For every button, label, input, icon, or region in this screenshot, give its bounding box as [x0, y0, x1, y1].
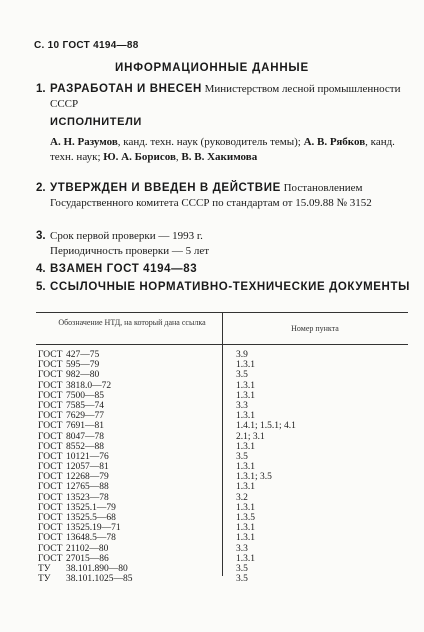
clause-number: 3.2	[236, 492, 248, 503]
clause-number: 2.1; 3.1	[236, 431, 265, 442]
table-row	[38, 381, 408, 391]
ntd-type: ГОСТ	[38, 380, 63, 391]
table-col-header-ntd: Обозначение НТД, на который дана ссылка	[58, 318, 206, 327]
item-caps: ССЫЛОЧНЫЕ НОРМАТИВНО-ТЕХНИЧЕСКИЕ ДОКУМЕНТЫ	[50, 281, 410, 293]
ntd-number: 27015—86	[66, 553, 109, 564]
table-row	[38, 493, 408, 503]
ntd-type: ГОСТ	[38, 370, 63, 381]
item-references	[36, 280, 410, 295]
ntd-type: ГОСТ	[38, 533, 63, 544]
ntd-type: ГОСТ	[38, 513, 63, 523]
table-row	[38, 503, 408, 513]
ntd-number: 8552—88	[66, 441, 104, 452]
clause-number: 1.3.1	[236, 502, 255, 513]
table-row	[38, 482, 408, 492]
table-row	[38, 574, 408, 584]
table-row	[38, 432, 408, 442]
ntd-number: 7500—85	[66, 390, 104, 401]
ntd-type: ГОСТ	[38, 553, 63, 564]
table-row	[38, 564, 408, 574]
ntd-type: ТУ	[38, 563, 51, 574]
ntd-number: 38.101.1025—85	[66, 574, 133, 585]
item-number: 4.	[36, 263, 46, 275]
section-title: ИНФОРМАЦИОННЫЕ ДАННЫЕ	[115, 62, 309, 74]
ntd-type: ГОСТ	[38, 472, 63, 483]
executor-name: А. В. Рябков	[303, 136, 366, 148]
item-text: Постановлением Государственного комитета СССР по стандартам от 15.09.88 № 3152	[50, 182, 372, 209]
item-review	[36, 229, 410, 259]
clause-number: 1.3.1	[236, 360, 255, 371]
executor-name: Ю. А. Борисов	[103, 151, 176, 163]
item-caps: ВЗАМЕН ГОСТ 4194—83	[50, 263, 198, 275]
ntd-type: ГОСТ	[38, 451, 63, 462]
table-row	[38, 523, 408, 533]
ntd-number: 595—79	[66, 360, 100, 371]
ntd-type: ГОСТ	[38, 390, 63, 401]
table-row	[38, 452, 408, 462]
clause-number: 1.3.1	[236, 441, 255, 452]
ntd-type: ГОСТ	[38, 400, 63, 411]
ntd-number: 3818.0—72	[66, 380, 112, 391]
table-row	[38, 533, 408, 543]
ntd-type: ГОСТ	[38, 523, 63, 534]
clause-number: 1.3.1	[236, 390, 255, 401]
item-number: 1.	[36, 83, 46, 95]
table-row	[38, 513, 408, 523]
table-row	[38, 360, 408, 370]
item-text: Министерством лесной промышленности СССР	[50, 83, 401, 110]
executors-list: А. Н. Разумов, канд. техн. наук (руководитель темы); А. В. Рябков, канд. техн. наук; Ю. А. Борисов, В. В. Хакимова	[50, 136, 395, 163]
ntd-number: 427—75	[66, 350, 100, 360]
table-row	[38, 391, 408, 401]
table-body	[38, 350, 408, 584]
clause-number: 1.3.1	[236, 482, 255, 493]
table-row	[38, 442, 408, 452]
page-header: С. 10 ГОСТ 4194—88	[34, 40, 139, 51]
clause-number: 1.3.1	[236, 533, 255, 544]
ntd-type: ГОСТ	[38, 441, 63, 452]
ntd-number: 13525.1—79	[66, 502, 116, 513]
executor-name: А. Н. Разумов	[50, 136, 118, 148]
clause-number: 3.5	[236, 451, 248, 462]
table-col-header-item: Номер пункта	[291, 324, 339, 333]
ntd-number: 10121—76	[66, 451, 109, 462]
item-approved	[36, 181, 410, 211]
clause-number: 3.5	[236, 563, 248, 574]
clause-number: 3.5	[236, 574, 248, 585]
ntd-type: ГОСТ	[38, 462, 63, 473]
review-period: Периодичность проверки — 5 лет	[50, 245, 210, 257]
item-developed	[36, 82, 410, 112]
review-first: Срок первой проверки — 1993 г.	[50, 230, 203, 242]
clause-number: 1.3.1	[236, 380, 255, 391]
ntd-type: ГОСТ	[38, 492, 63, 503]
ntd-type: ГОСТ	[38, 350, 63, 360]
ntd-number: 13648.5—78	[66, 533, 116, 544]
clause-number: 1.3.1	[236, 462, 255, 473]
executor-name: В. В. Хакимова	[181, 151, 258, 163]
ntd-number: 13523—78	[66, 492, 109, 503]
clause-number: 3.5	[236, 370, 248, 381]
ntd-number: 13525.5—68	[66, 513, 116, 523]
ntd-number: 12057—81	[66, 462, 109, 473]
ntd-type: ГОСТ	[38, 482, 63, 493]
clause-number: 1.3.1	[236, 411, 255, 422]
ntd-type: ГОСТ	[38, 411, 63, 422]
ntd-number: 12268—79	[66, 472, 109, 483]
ntd-number: 7629—77	[66, 411, 104, 422]
item-number: 3.	[36, 230, 46, 242]
table-row	[38, 401, 408, 411]
clause-number: 1.3.1	[236, 523, 255, 534]
ntd-number: 13525.19—71	[66, 523, 121, 534]
table-row	[38, 554, 408, 564]
item-number: 5.	[36, 281, 46, 293]
ntd-type: ГОСТ	[38, 360, 63, 371]
table-row	[38, 462, 408, 472]
executors-heading: ИСПОЛНИТЕЛИ	[50, 116, 142, 128]
ntd-type: ГОСТ	[38, 431, 63, 442]
ntd-number: 8047—78	[66, 431, 104, 442]
ntd-type: ГОСТ	[38, 502, 63, 513]
item-caps: УТВЕРЖДЕН И ВВЕДЕН В ДЕЙСТВИЕ	[50, 182, 281, 194]
item-number: 2.	[36, 182, 46, 194]
ntd-number: 7585—74	[66, 400, 104, 411]
clause-number: 1.3.1; 3.5	[236, 472, 272, 483]
table-row	[38, 472, 408, 482]
clause-number: 1.4.1; 1.5.1; 4.1	[236, 421, 296, 432]
clause-number: 3.9	[236, 350, 248, 360]
ntd-number: 982—80	[66, 370, 100, 381]
ntd-number: 12765—88	[66, 482, 109, 493]
table-row	[38, 421, 408, 431]
table-row	[38, 411, 408, 421]
clause-number: 3.3	[236, 400, 248, 411]
ntd-type: ТУ	[38, 574, 51, 585]
clause-number: 3.3	[236, 543, 248, 554]
ntd-number: 38.101.890—80	[66, 563, 128, 574]
item-replaces	[36, 262, 410, 277]
table-row	[38, 370, 408, 380]
ntd-number: 7691—81	[66, 421, 104, 432]
table-row	[38, 350, 408, 360]
ntd-type: ГОСТ	[38, 421, 63, 432]
ntd-type: ГОСТ	[38, 543, 63, 554]
item-caps: РАЗРАБОТАН И ВНЕСЕН	[50, 83, 202, 95]
clause-number: 1.3.1	[236, 553, 255, 564]
table-row	[38, 544, 408, 554]
clause-number: 1.3.5	[236, 513, 255, 523]
ntd-number: 21102—80	[66, 543, 109, 554]
